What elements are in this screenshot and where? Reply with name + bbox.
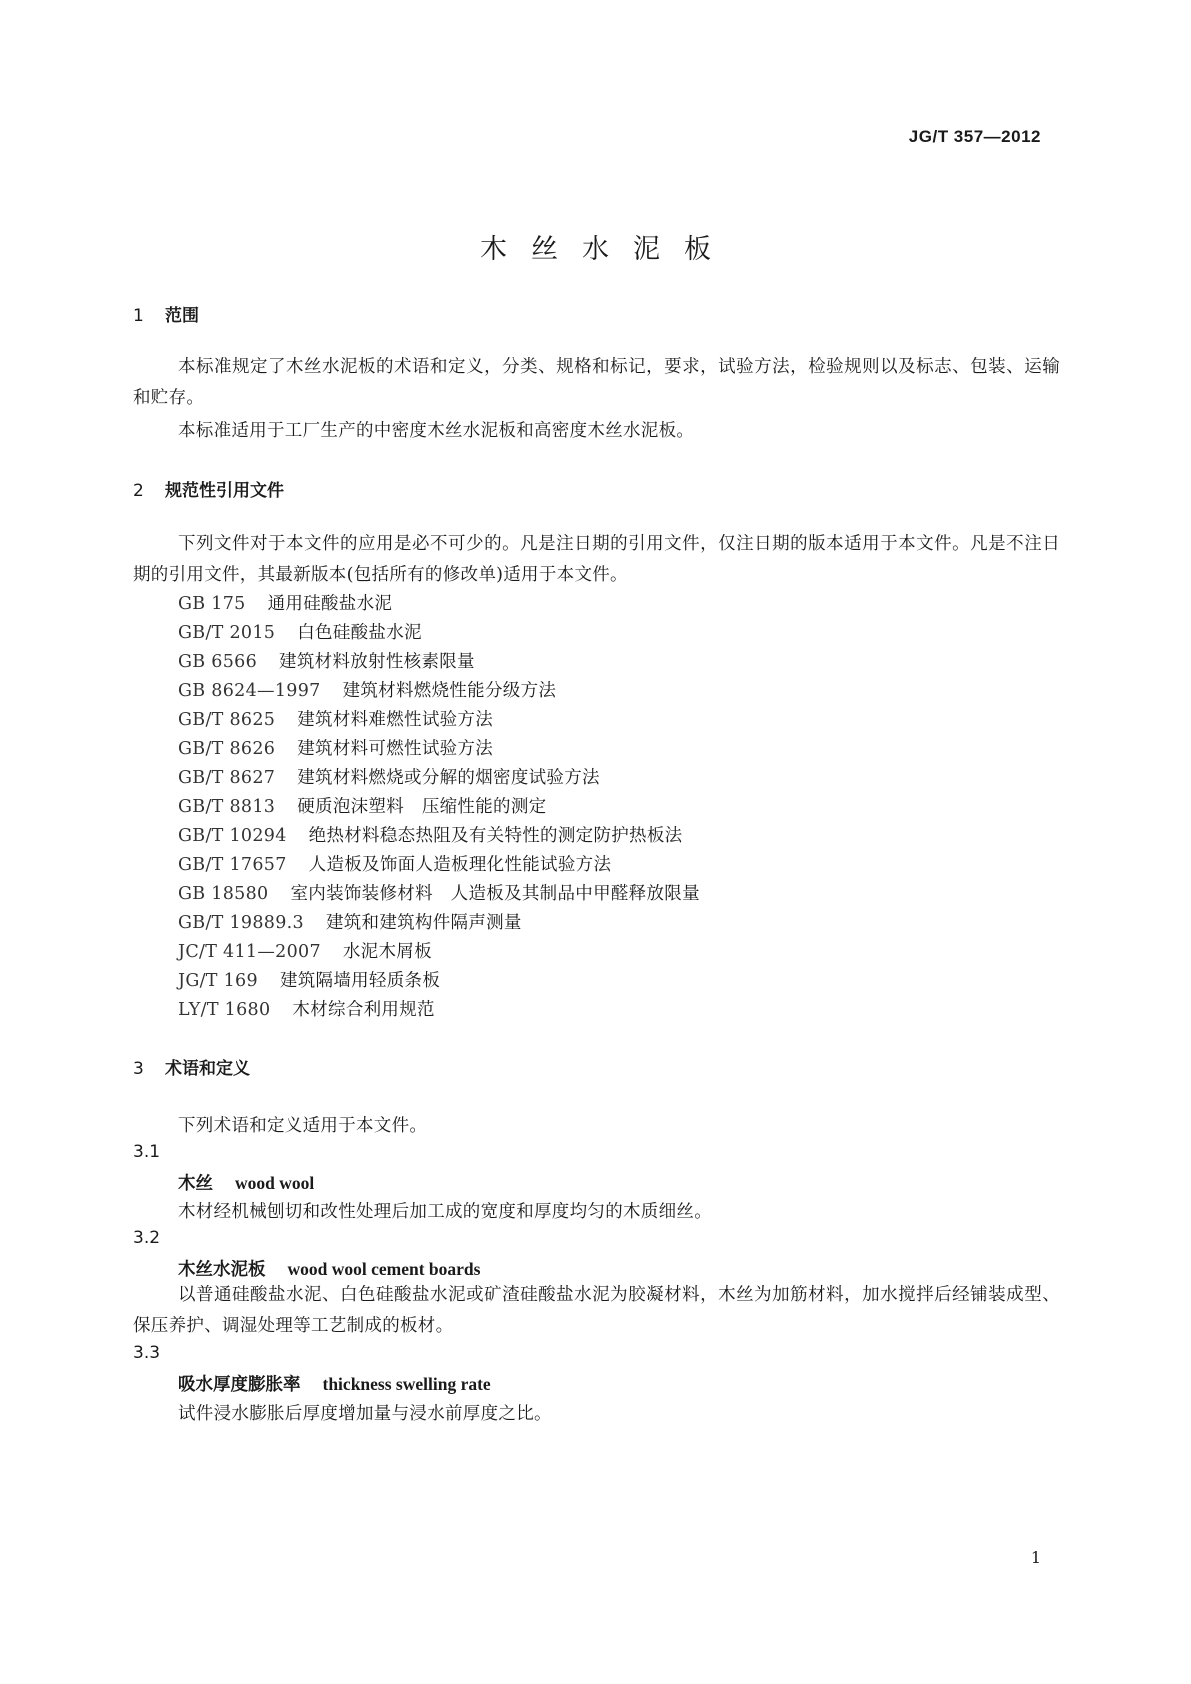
reference-item [178, 793, 546, 818]
term-number: 3.1 [133, 1142, 161, 1162]
section-1-number: 1 [133, 306, 144, 326]
term-name-en: thickness swelling rate [322, 1374, 491, 1394]
reference-title: 建筑材料难燃性试验方法 [297, 710, 494, 730]
term-name-zh: 木丝水泥板 [178, 1260, 266, 1280]
section-3-intro: 下列术语和定义适用于本文件。 [178, 1116, 428, 1136]
term-name [178, 1170, 314, 1195]
reference-code: GB 8624—1997 [178, 681, 321, 701]
reference-item [178, 909, 522, 934]
term-number: 3.2 [133, 1228, 161, 1248]
reference-title: 水泥木屑板 [342, 942, 432, 962]
reference-code: LY/T 1680 [178, 1000, 271, 1020]
term-definition: 试件浸水膨胀后厚度增加量与浸水前厚度之比。 [178, 1404, 552, 1424]
reference-title: 白色硅酸盐水泥 [297, 623, 422, 643]
reference-item [178, 967, 440, 992]
term-name [178, 1256, 480, 1281]
term-number: 3.3 [133, 1343, 161, 1363]
term-name-zh: 吸水厚度膨胀率 [178, 1375, 301, 1395]
section-3-heading [133, 1054, 250, 1079]
reference-title: 建筑材料放射性核素限量 [279, 652, 475, 672]
reference-title: 建筑材料可燃性试验方法 [297, 739, 494, 759]
term-name-zh: 木丝 [178, 1174, 213, 1194]
reference-item [178, 996, 435, 1021]
term-name-en: wood wool cement boards [287, 1259, 481, 1279]
term-definition: 木材经机械刨切和改性处理后加工成的宽度和厚度均匀的木质细丝。 [178, 1202, 712, 1222]
reference-code: GB/T 8813 [178, 797, 276, 817]
reference-item [178, 735, 493, 760]
reference-item [178, 677, 556, 702]
reference-title: 人造板及饰面人造板理化性能试验方法 [308, 855, 612, 875]
reference-item [178, 822, 682, 847]
section-1-paragraph-1: 本标准规定了木丝水泥板的术语和定义，分类、规格和标记，要求，试验方法，检验规则以及标志、包装、运输和贮存。 [133, 357, 1060, 408]
reference-item [178, 880, 700, 905]
section-2-title: 规范性引用文件 [165, 481, 284, 501]
reference-code: GB/T 2015 [178, 623, 276, 643]
section-2-heading [133, 476, 284, 501]
reference-title: 绝热材料稳态热阻及有关特性的测定防护热板法 [308, 826, 683, 846]
reference-code: GB 18580 [178, 884, 269, 904]
reference-item [178, 938, 432, 963]
reference-code: JC/T 411—2007 [178, 942, 321, 962]
section-2-intro: 下列文件对于本文件的应用是必不可少的。凡是注日期的引用文件，仅注日期的版本适用于本文件。凡是不注日期的引用文件，其最新版本(包括所有的修改单)适用于本文件。 [133, 534, 1060, 585]
standard-number: JG/T 357—2012 [908, 127, 1041, 146]
reference-code: GB 6566 [178, 652, 258, 672]
term-name-en: wood wool [235, 1173, 315, 1193]
reference-code: GB/T 8625 [178, 710, 276, 730]
reference-code: GB/T 19889.3 [178, 913, 304, 933]
reference-title: 建筑材料燃烧性能分级方法 [342, 681, 557, 701]
section-1-title: 范围 [165, 306, 199, 326]
section-3-number: 3 [133, 1059, 144, 1079]
term-definition: 以普通硅酸盐水泥、白色硅酸盐水泥或矿渣硅酸盐水泥为胶凝材料，木丝为加筋材料，加水搅拌后经铺装成型、保压养护、调湿处理等工艺制成的板材。 [133, 1285, 1060, 1336]
reference-item [178, 619, 422, 644]
reference-item [178, 706, 493, 731]
reference-title: 硬质泡沫塑料 压缩性能的测定 [297, 797, 547, 817]
reference-item [178, 851, 611, 876]
reference-code: GB/T 10294 [178, 826, 287, 846]
reference-item [178, 590, 392, 615]
term-name [178, 1371, 491, 1396]
reference-code: GB/T 8626 [178, 739, 276, 759]
reference-code: JG/T 169 [178, 971, 258, 991]
section-1-heading [133, 301, 199, 326]
document-title: 木丝水泥板 [480, 234, 735, 265]
reference-code: GB/T 8627 [178, 768, 276, 788]
reference-title: 建筑隔墙用轻质条板 [279, 971, 441, 991]
reference-title: 室内装饰装修材料 人造板及其制品中甲醛释放限量 [290, 884, 700, 904]
reference-item [178, 648, 475, 673]
page-number: 1 [1030, 1548, 1041, 1567]
reference-title: 建筑和建筑构件隔声测量 [325, 913, 522, 933]
reference-title: 通用硅酸盐水泥 [267, 594, 393, 614]
reference-title: 建筑材料燃烧或分解的烟密度试验方法 [297, 768, 600, 788]
reference-code: GB/T 17657 [178, 855, 287, 875]
section-1-paragraph-2: 本标准适用于工厂生产的中密度木丝水泥板和高密度木丝水泥板。 [178, 421, 695, 441]
reference-item [178, 764, 600, 789]
reference-title: 木材综合利用规范 [292, 1000, 435, 1020]
reference-code: GB 175 [178, 594, 246, 614]
section-3-title: 术语和定义 [165, 1059, 250, 1079]
section-2-number: 2 [133, 481, 144, 501]
